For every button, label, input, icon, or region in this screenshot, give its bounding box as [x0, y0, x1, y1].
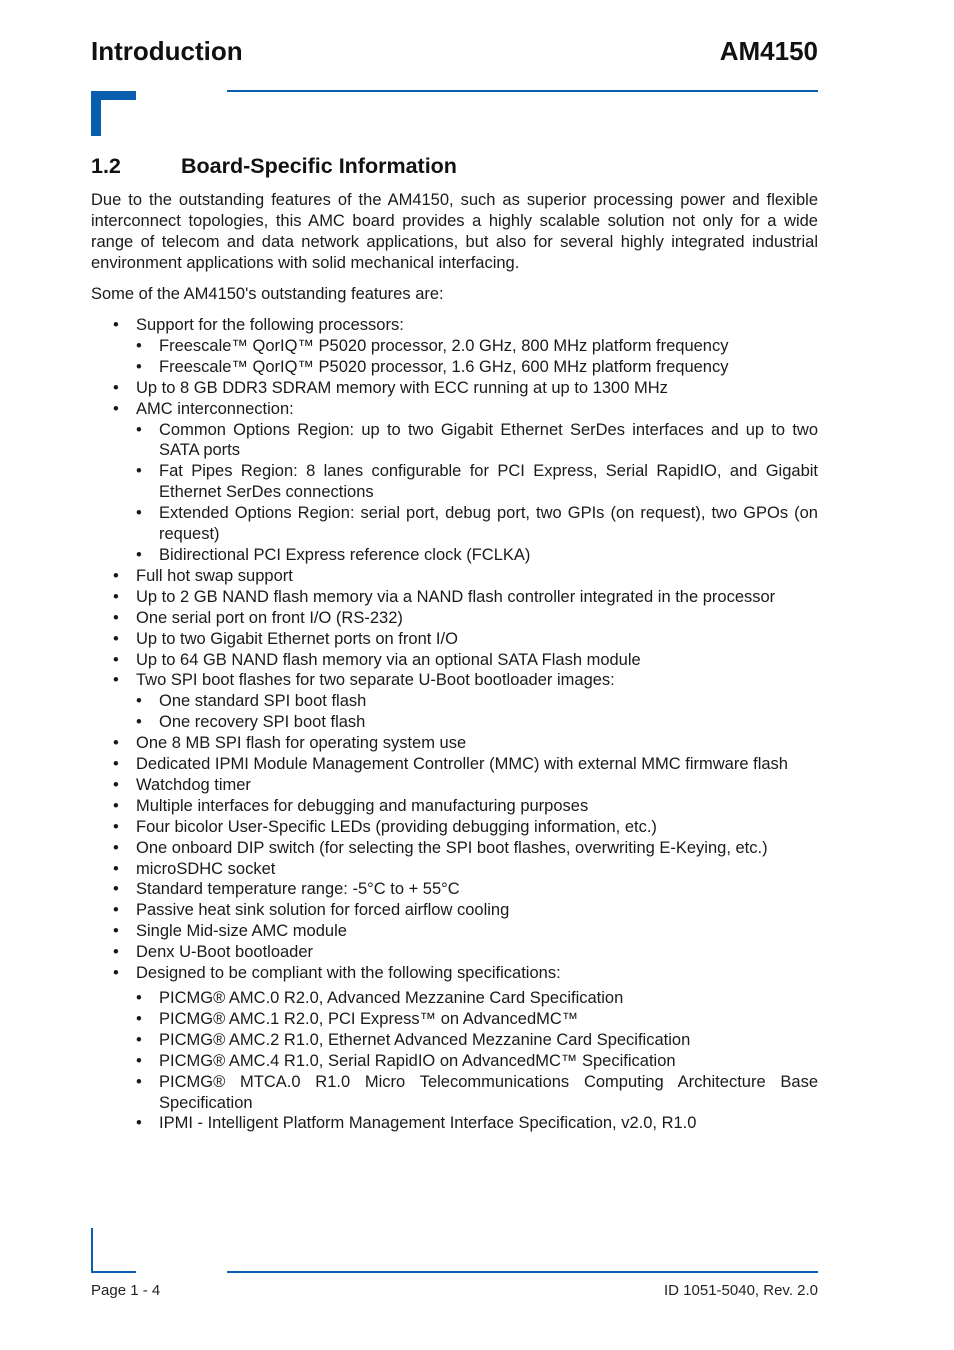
list-item: • Watchdog timer	[113, 775, 818, 796]
sub-list-item: • IPMI - Intelligent Platform Management Interface Specification, v2.0, R1.0	[136, 1113, 818, 1134]
sub-list-item: • Bidirectional PCI Express reference clock (FCLKA)	[136, 545, 818, 566]
list-item: • Full hot swap support	[113, 566, 818, 587]
feature-text: Support for the following processors:	[136, 316, 404, 334]
sub-list-item: • PICMG® MTCA.0 R1.0 Micro Telecommunications Computing Architecture Base Specification	[136, 1072, 818, 1114]
footer-rule	[227, 1271, 818, 1273]
list-item: • One onboard DIP switch (for selecting the SPI boot flashes, overwriting E-Keying, etc.)	[113, 838, 818, 859]
list-item: • Standard temperature range: -5°C to + 55°C	[113, 879, 818, 900]
list-item: • Up to 2 GB NAND flash memory via a NAND flash controller integrated in the processor	[113, 587, 818, 608]
sub-list-item: • PICMG® AMC.0 R2.0, Advanced Mezzanine Card Specification	[136, 988, 818, 1009]
sub-list-item: • PICMG® AMC.1 R2.0, PCI Express™ on AdvancedMC™	[136, 1009, 818, 1030]
list-item: • Dedicated IPMI Module Management Controller (MMC) with external MMC firmware flash	[113, 754, 818, 775]
document-id: ID 1051-5040, Rev. 2.0	[664, 1282, 818, 1299]
feature-list	[113, 315, 818, 1134]
feature-text: Designed to be compliant with the following specifications:	[136, 964, 561, 983]
list-item: • Passive heat sink solution for forced airflow cooling	[113, 900, 818, 921]
list-item: • Up to 64 GB NAND flash memory via an optional SATA Flash module	[113, 650, 818, 671]
list-item: • Denx U-Boot bootloader	[113, 942, 818, 963]
section-number: 1.2	[91, 154, 121, 178]
list-item: • One serial port on front I/O (RS-232)	[113, 608, 818, 629]
sub-list-item: • Common Options Region: up to two Gigabit Ethernet SerDes interfaces and up to two SATA ports	[136, 420, 818, 462]
page-number: Page 1 - 4	[91, 1282, 161, 1299]
spec-list	[136, 988, 818, 1134]
sub-list-item: • One recovery SPI boot flash	[136, 712, 818, 733]
list-item	[113, 670, 818, 733]
intro-paragraph: Due to the outstanding features of the AM4150, such as superior processing power and flexible interconnect topologies, this AMC board provides a highly scalable solution not only for a wide range of telecom and data network applications, but also for several highly integrated industrial environment applications with solid mechanical interfacing.	[91, 191, 818, 272]
list-item: • microSDHC socket	[113, 859, 818, 880]
list-item: • One 8 MB SPI flash for operating system use	[113, 733, 818, 754]
list-item: • Single Mid-size AMC module	[113, 921, 818, 942]
sub-list-item: • Fat Pipes Region: 8 lanes configurable for PCI Express, Serial RapidIO, and Gigabit Ethernet SerDes connections	[136, 461, 818, 503]
list-item	[113, 963, 818, 1134]
corner-mark-top	[91, 91, 136, 136]
list-item: • Multiple interfaces for debugging and manufacturing purposes	[113, 796, 818, 817]
header-rule	[227, 90, 818, 92]
list-item: • Up to 8 GB DDR3 SDRAM memory with ECC running at up to 1300 MHz	[113, 378, 818, 399]
header-section-name: Introduction	[91, 36, 243, 66]
header-product-name: AM4150	[719, 36, 818, 66]
sub-list-item: • Extended Options Region: serial port, debug port, two GPIs (on request), two GPOs (on request)	[136, 503, 818, 545]
sub-list	[136, 691, 818, 733]
feature-text: Two SPI boot flashes for two separate U-Boot bootloader images:	[136, 671, 615, 690]
section-heading	[91, 154, 457, 179]
feature-text: AMC interconnection:	[136, 399, 294, 418]
sub-list-item: • Freescale™ QorIQ™ P5020 processor, 2.0 GHz, 800 MHz platform frequency	[136, 336, 818, 357]
section-title: Board-Specific Information	[181, 154, 457, 178]
list-item	[113, 399, 818, 566]
features-lead: Some of the AM4150's outstanding features are:	[91, 285, 444, 303]
sub-list-item: • Freescale™ QorIQ™ P5020 processor, 1.6 GHz, 600 MHz platform frequency	[136, 357, 818, 378]
corner-mark-bottom	[91, 1228, 136, 1273]
sub-list-item: • One standard SPI boot flash	[136, 691, 818, 712]
sub-list	[136, 420, 818, 566]
list-item: • Four bicolor User-Specific LEDs (providing debugging information, etc.)	[113, 817, 818, 838]
sub-list-item: • PICMG® AMC.4 R1.0, Serial RapidIO on AdvancedMC™ Specification	[136, 1051, 818, 1072]
list-item	[113, 315, 818, 378]
list-item: • Up to two Gigabit Ethernet ports on front I/O	[113, 629, 818, 650]
sub-list-item: • PICMG® AMC.2 R1.0, Ethernet Advanced Mezzanine Card Specification	[136, 1030, 818, 1051]
sub-list	[136, 336, 818, 378]
